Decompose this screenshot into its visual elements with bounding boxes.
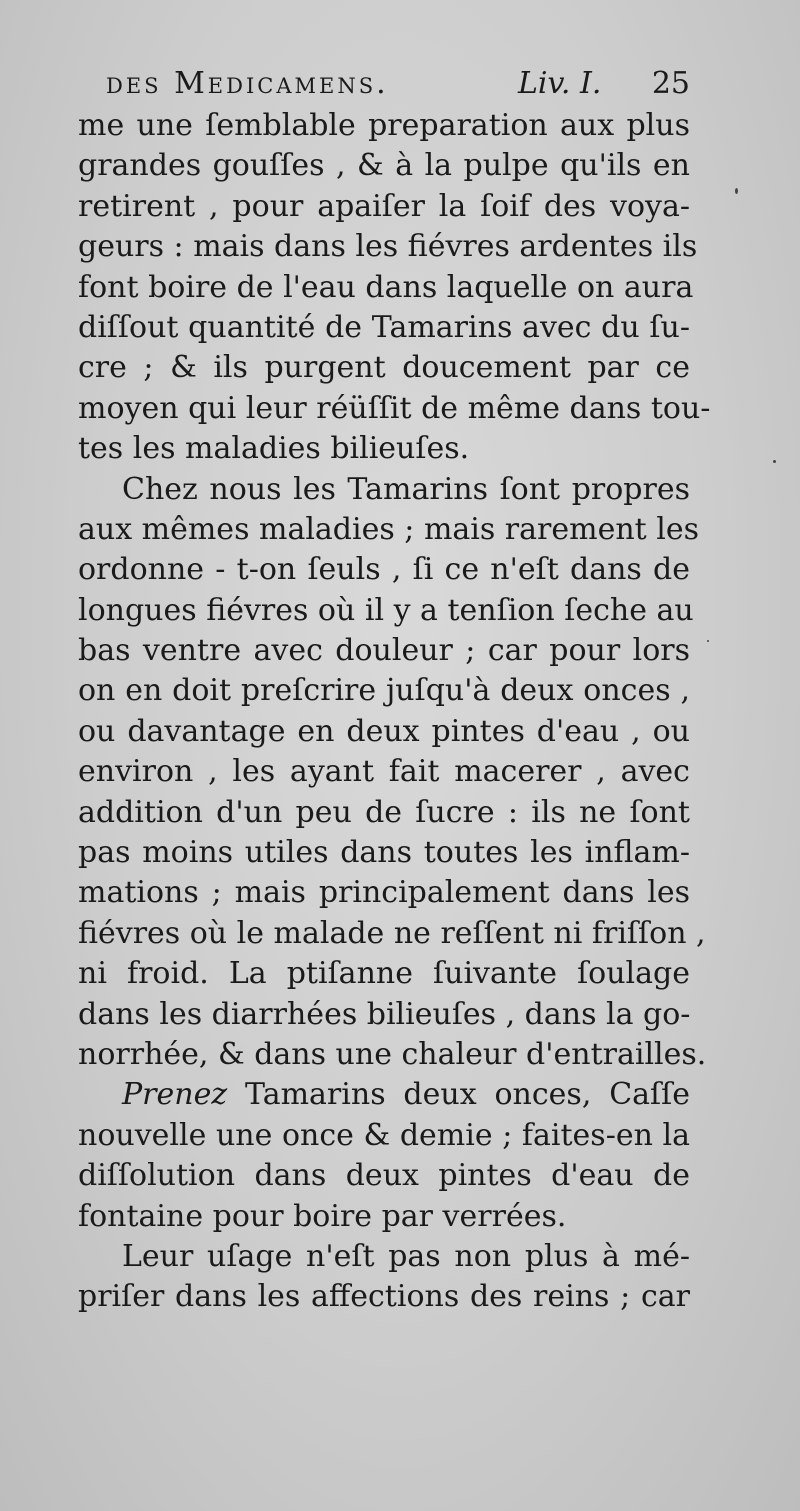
paper-speck <box>773 460 776 463</box>
text-line: addition d'un peu de ſucre : ils ne ſont <box>78 794 690 830</box>
text-line: fiévres où le malade ne reſſent ni friſſon , <box>78 915 706 951</box>
text-line: environ , les ayant fait macerer , avec <box>78 754 690 790</box>
text-line: ni froid. La ptiſanne ſuivante ſoulage <box>78 956 690 992</box>
text-line: cre ; & ils purgent doucement par ce <box>78 350 690 386</box>
text-line: bas ventre avec douleur ; car pour lors <box>78 633 690 669</box>
text-line: pas moins utiles dans toutes les inflam- <box>78 835 690 871</box>
text-line: grandes gouſſes , & à la pulpe qu'ils en <box>78 148 690 184</box>
text-line: diſſolution dans deux pintes d'eau de <box>78 1158 690 1194</box>
text-line: font boire de l'eau dans laquelle on aura <box>78 269 694 305</box>
text-line: retirent , pour apaiſer la ſoif des voya- <box>78 188 690 224</box>
running-head-book: Liv. I. <box>518 66 602 101</box>
running-head <box>78 60 690 106</box>
text-line: tes les maladies bilieuſes. <box>78 431 470 467</box>
text-line: geurs : mais dans les fiévres ardentes ils <box>78 229 698 265</box>
paper-speck <box>735 188 738 194</box>
recipe-line <box>78 1075 690 1115</box>
text-line: ordonne - t-on ſeuls , ſi ce n'eſt dans de <box>78 552 690 588</box>
text-line: longues fiévres où il y a tenſion ſeche au <box>78 592 694 628</box>
text-line: diſſout quantité de Tamarins avec du ſu- <box>78 309 690 345</box>
page-text <box>78 60 711 1318</box>
recipe-text: Tamarins deux onces, Caſſe <box>245 1077 690 1113</box>
running-head-title: des Medicamens. <box>106 66 389 101</box>
text-line: mations ; mais principalement dans les <box>78 875 690 911</box>
text-line: fontaine pour boire par verrées. <box>78 1198 567 1234</box>
text-line: me une ſemblable preparation aux plus <box>78 108 690 143</box>
text-line: nouvelle une once & demie ; faites-en la <box>78 1117 690 1153</box>
page-number: 25 <box>651 66 690 101</box>
text-line: moyen qui leur réüſſit de même dans tou- <box>78 390 711 426</box>
recipe-word: Prenez <box>122 1077 228 1113</box>
text-line: ou davantage en deux pintes d'eau , ou <box>78 713 690 749</box>
text-line: dans les diarrhées bilieuſes , dans la go- <box>78 996 691 1032</box>
text-line: priſer dans les affections des reins ; car <box>78 1279 690 1315</box>
text-line: Leur uſage n'eſt pas non plus à mé- <box>122 1238 690 1274</box>
text-line: on en doit preſcrire juſqu'à deux onces , <box>78 673 690 709</box>
text-line: Chez nous les Tamarins ſont propres <box>122 471 690 507</box>
text-line: aux mêmes maladies ; mais rarement les <box>78 511 699 547</box>
paper-speck <box>707 640 709 642</box>
text-line: norrhée, & dans une chaleur d'entrailles. <box>78 1036 707 1072</box>
